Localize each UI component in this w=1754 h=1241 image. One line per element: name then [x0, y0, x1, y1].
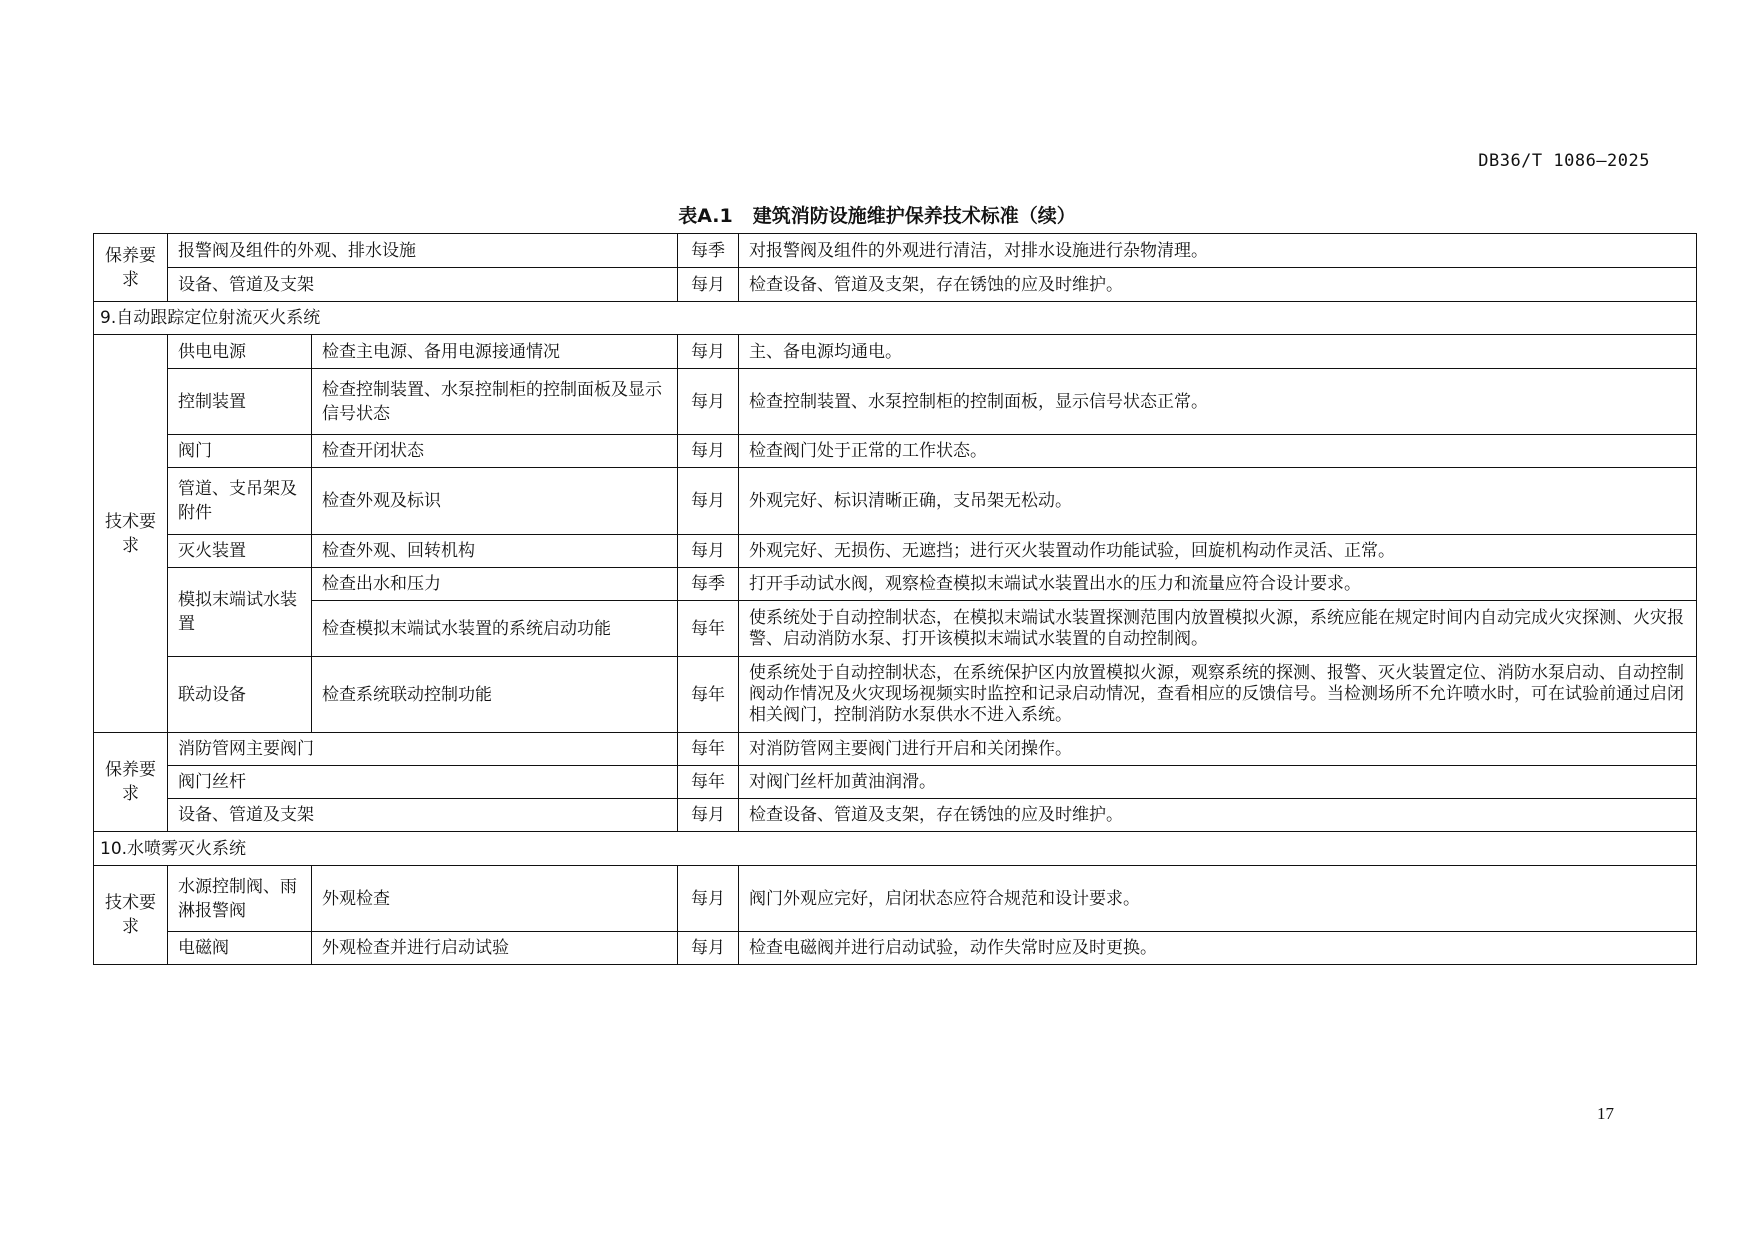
table-row [94, 234, 1697, 268]
table-title [0, 201, 1754, 228]
device-cell: 管道、支吊架及附件 [168, 468, 312, 535]
section-heading-row [94, 302, 1697, 335]
table-row [94, 657, 1697, 733]
description-cell: 对报警阀及组件的外观进行清洁，对排水设施进行杂物清理。 [739, 234, 1697, 268]
description-cell: 打开手动试水阀，观察检查模拟末端试水装置出水的压力和流量应符合设计要求。 [739, 568, 1697, 601]
section-heading-row [94, 832, 1697, 866]
table-row [94, 799, 1697, 832]
table-row [94, 369, 1697, 435]
category-cell: 保养要求 [94, 733, 168, 832]
frequency-cell: 每月 [678, 799, 739, 832]
table-row [94, 766, 1697, 799]
frequency-cell: 每月 [678, 335, 739, 369]
check-cell: 外观检查并进行启动试验 [312, 932, 678, 965]
frequency-cell: 每月 [678, 468, 739, 535]
check-cell: 外观检查 [312, 866, 678, 932]
description-cell: 对消防管网主要阀门进行开启和关闭操作。 [739, 733, 1697, 766]
description-cell: 检查控制装置、水泵控制柜的控制面板，显示信号状态正常。 [739, 369, 1697, 435]
document-code: DB36/T 1086—2025 [1478, 151, 1650, 171]
check-cell: 检查控制装置、水泵控制柜的控制面板及显示信号状态 [312, 369, 678, 435]
check-cell: 检查模拟末端试水装置的系统启动功能 [312, 601, 678, 657]
device-cell: 联动设备 [168, 657, 312, 733]
item-cell: 消防管网主要阀门 [168, 733, 678, 766]
description-cell: 使系统处于自动控制状态，在系统保护区内放置模拟火源，观察系统的探测、报警、灭火装置定位、消防水泵启动、自动控制阀动作情况及火灾现场视频实时监控和记录启动情况，查看相应的反馈信号。当检测场所不允许喷水时，可在试验前通过启闭相关阀门，控制消防水泵供水不进入系统。 [739, 657, 1697, 733]
item-cell: 报警阀及组件的外观、排水设施 [168, 234, 678, 268]
check-cell: 检查外观及标识 [312, 468, 678, 535]
table-row [94, 866, 1697, 932]
frequency-cell: 每月 [678, 435, 739, 468]
table-row [94, 932, 1697, 965]
description-cell: 使系统处于自动控制状态，在模拟末端试水装置探测范围内放置模拟火源，系统应能在规定时间内自动完成火灾探测、火灾报警、启动消防水泵、打开该模拟末端试水装置的自动控制阀。 [739, 601, 1697, 657]
frequency-cell: 每月 [678, 535, 739, 568]
description-cell: 外观完好、标识清晰正确，支吊架无松动。 [739, 468, 1697, 535]
frequency-cell: 每年 [678, 601, 739, 657]
frequency-cell: 每季 [678, 568, 739, 601]
check-cell: 检查系统联动控制功能 [312, 657, 678, 733]
table-row [94, 568, 1697, 601]
page-number: 17 [1597, 1104, 1614, 1123]
check-cell: 检查外观、回转机构 [312, 535, 678, 568]
description-cell: 对阀门丝杆加黄油润滑。 [739, 766, 1697, 799]
device-cell: 阀门 [168, 435, 312, 468]
frequency-cell: 每年 [678, 766, 739, 799]
device-cell: 供电电源 [168, 335, 312, 369]
frequency-cell: 每月 [678, 369, 739, 435]
item-cell: 设备、管道及支架 [168, 799, 678, 832]
category-cell: 技术要求 [94, 335, 168, 733]
section-heading: 10.水喷雾灭火系统 [94, 832, 1697, 866]
frequency-cell: 每年 [678, 733, 739, 766]
item-cell: 阀门丝杆 [168, 766, 678, 799]
check-cell: 检查出水和压力 [312, 568, 678, 601]
table-title-text: 建筑消防设施维护保养技术标准（续） [752, 205, 1076, 227]
table-row [94, 468, 1697, 535]
category-cell: 技术要求 [94, 866, 168, 965]
category-cell: 保养要求 [94, 234, 168, 302]
frequency-cell: 每月 [678, 866, 739, 932]
description-cell: 外观完好、无损伤、无遮挡；进行灭火装置动作功能试验，回旋机构动作灵活、正常。 [739, 535, 1697, 568]
frequency-cell: 每月 [678, 268, 739, 302]
check-cell: 检查主电源、备用电源接通情况 [312, 335, 678, 369]
description-cell: 检查阀门处于正常的工作状态。 [739, 435, 1697, 468]
device-cell: 模拟末端试水装置 [168, 568, 312, 657]
table-row [94, 535, 1697, 568]
table-row [94, 268, 1697, 302]
item-cell: 设备、管道及支架 [168, 268, 678, 302]
section-heading: 9.自动跟踪定位射流灭火系统 [94, 302, 1697, 335]
description-cell: 检查设备、管道及支架，存在锈蚀的应及时维护。 [739, 799, 1697, 832]
frequency-cell: 每年 [678, 657, 739, 733]
table-number: 表A.1 [678, 205, 733, 227]
table-row [94, 435, 1697, 468]
device-cell: 水源控制阀、雨淋报警阀 [168, 866, 312, 932]
table-row [94, 733, 1697, 766]
frequency-cell: 每季 [678, 234, 739, 268]
device-cell: 电磁阀 [168, 932, 312, 965]
description-cell: 阀门外观应完好，启闭状态应符合规范和设计要求。 [739, 866, 1697, 932]
frequency-cell: 每月 [678, 932, 739, 965]
description-cell: 检查设备、管道及支架，存在锈蚀的应及时维护。 [739, 268, 1697, 302]
device-cell: 控制装置 [168, 369, 312, 435]
check-cell: 检查开闭状态 [312, 435, 678, 468]
standards-table [93, 233, 1697, 965]
table-row [94, 601, 1697, 657]
device-cell: 灭火装置 [168, 535, 312, 568]
description-cell: 检查电磁阀并进行启动试验，动作失常时应及时更换。 [739, 932, 1697, 965]
description-cell: 主、备电源均通电。 [739, 335, 1697, 369]
table-row [94, 335, 1697, 369]
